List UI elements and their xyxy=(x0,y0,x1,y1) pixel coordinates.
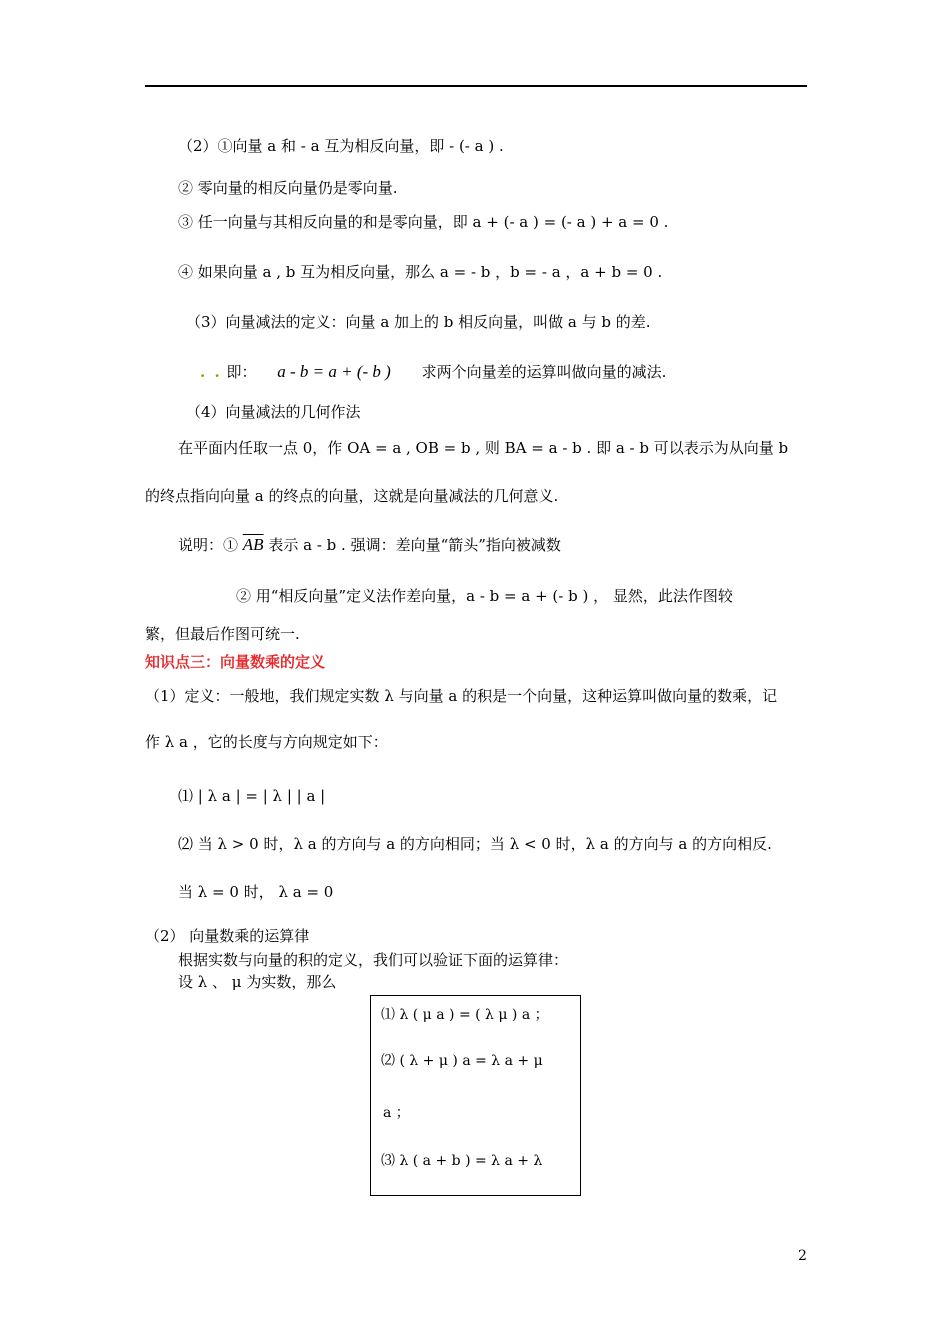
formula-suffix: 求两个向量差的运算叫做向量的减法. xyxy=(421,363,667,381)
line-geometry-construction: 在平面内任取一点 0，作 OA = a , OB = b , 则 BA = a - b . 即 a - b 可以表示为从向量 b xyxy=(178,439,789,457)
line-zero-vector: ② 零向量的相反向量仍是零向量. xyxy=(178,179,398,197)
line-subtraction-def: （3）向量减法的定义：向量 a 加上的 b 相反向量，叫做 a 与 b 的差. xyxy=(186,313,651,331)
formula-prefix: 即： xyxy=(226,363,257,381)
line-note-2: ② 用“相反向量”定义法作差向量，a - b = a + (- b ) ， 显然，此法作图较 xyxy=(236,587,733,605)
note-suffix: 表示 a - b . 强调：差向量“箭头”指向被减数 xyxy=(268,536,561,554)
laws-box xyxy=(370,995,581,1196)
line-subtraction-formula xyxy=(200,362,666,382)
line-opposite-vector: （2）①向量 a 和 - a 互为相反向量，即 - (- a ) . xyxy=(178,137,504,155)
line-geometry-title: （4）向量减法的几何作法 xyxy=(186,403,361,421)
vector-ab: $\overline{AB}$ xyxy=(242,535,264,554)
note-prefix: 说明：① xyxy=(178,536,239,554)
formula: a - b = a + (- b ) xyxy=(277,362,391,381)
marker-dots: . . xyxy=(200,363,222,381)
line-rule-length: ⑴ | λ a | = | λ | | a | xyxy=(178,787,326,805)
line-scalar-def-cont: 作 λ a ，它的长度与方向规定如下： xyxy=(145,733,388,751)
line-rule-zero: 当 λ = 0 时， λ a = 0 xyxy=(178,883,334,901)
header-rule xyxy=(145,85,807,87)
line-laws-intro: 根据实数与向量的积的定义，我们可以验证下面的运算律： xyxy=(178,951,569,969)
line-rule-direction: ⑵ 当 λ > 0 时，λ a 的方向与 a 的方向相同；当 λ < 0 时，λ a 的方向与 a 的方向相反. xyxy=(178,835,772,853)
law-distributive-scalars: ⑵ ( λ + μ ) a = λ a + μ xyxy=(381,1053,543,1069)
line-scalar-def: （1）定义：一般地，我们规定实数 λ 与向量 a 的积是一个向量，这种运算叫做向量的数乘，记 xyxy=(145,687,778,705)
line-if-opposite: ④ 如果向量 a , b 互为相反向量，那么 a = - b ，b = - a ，a + b = 0 . xyxy=(178,263,663,281)
line-note-2-cont: 繁，但最后作图可统一. xyxy=(145,625,300,643)
law-distributive-scalars-cont: a ； xyxy=(383,1105,410,1121)
section-heading: 知识点三：向量数乘的定义 xyxy=(145,653,326,671)
line-laws-title: （2） 向量数乘的运算律 xyxy=(145,927,310,945)
line-note xyxy=(178,535,561,555)
line-laws-vars: 设 λ 、 μ 为实数，那么 xyxy=(178,973,337,991)
page-number: 2 xyxy=(798,1248,807,1264)
law-distributive-vectors: ⑶ λ ( a + b ) = λ a + λ xyxy=(381,1153,543,1169)
line-geometry-meaning: 的终点指向向量 a 的终点的向量，这就是向量减法的几何意义. xyxy=(145,487,559,505)
line-sum-zero: ③ 任一向量与其相反向量的和是零向量，即 a + (- a ) = (- a ) + a = 0 . xyxy=(178,213,669,231)
law-associative: ⑴ λ ( μ a ) = ( λ μ ) a ； xyxy=(381,1007,549,1023)
